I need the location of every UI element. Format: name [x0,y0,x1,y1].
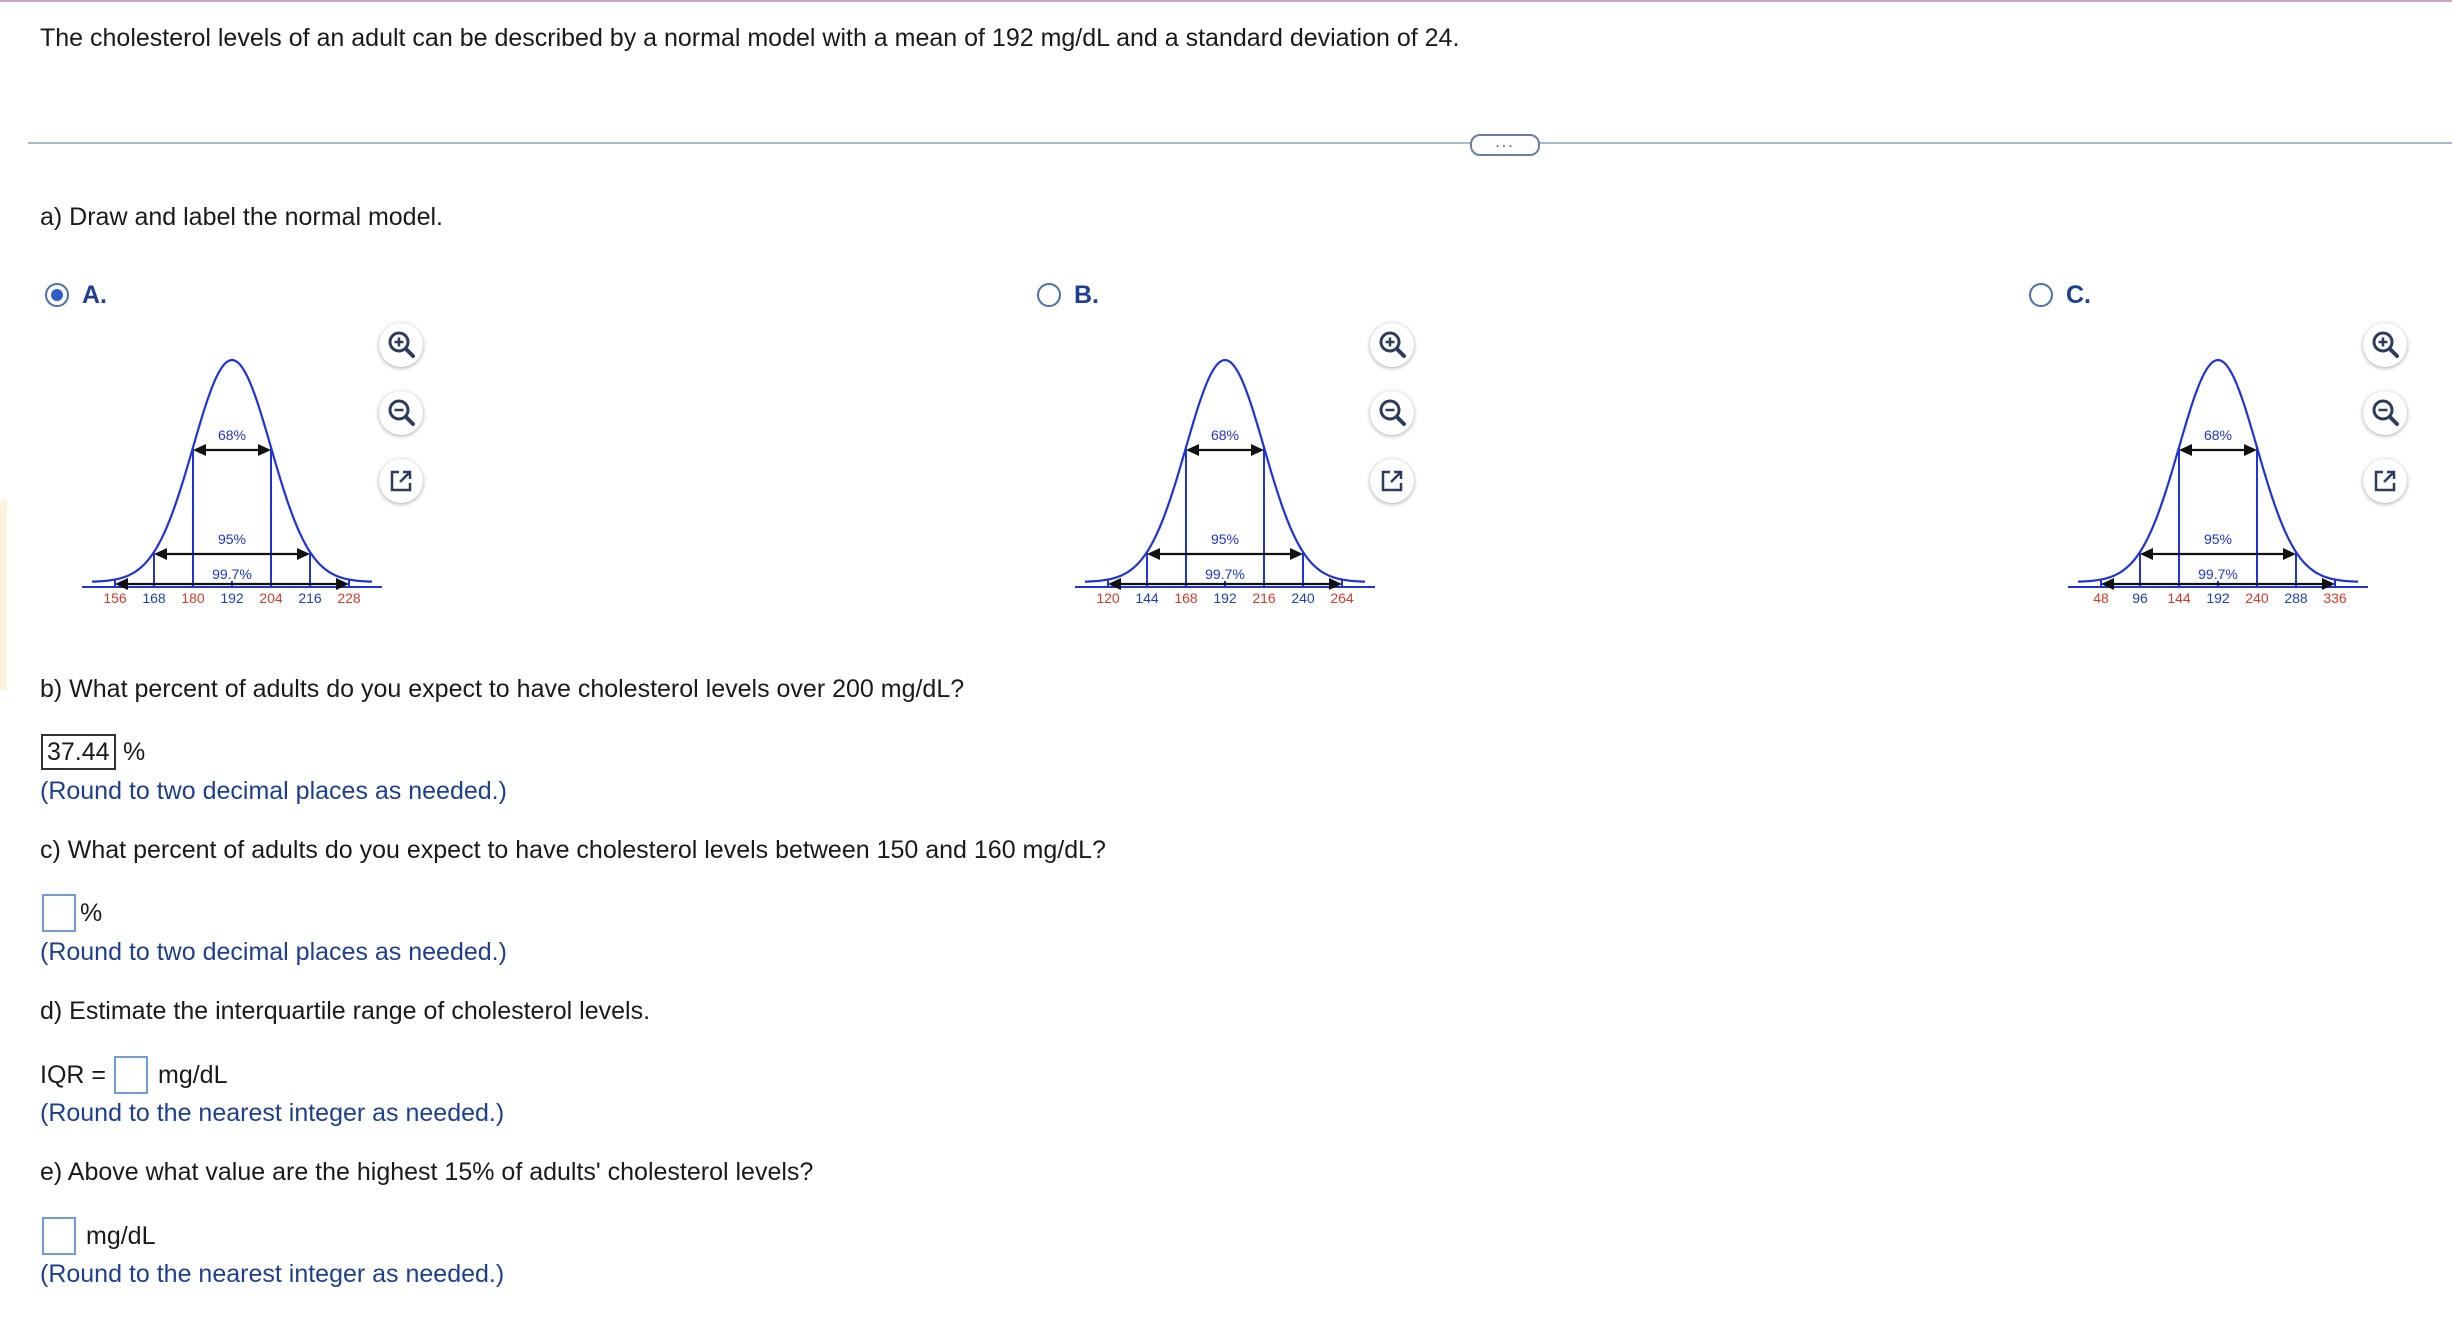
part-b-answer-field[interactable]: 37.44 [41,734,116,770]
tick-label: 180 [181,590,205,606]
arrow-68-head-right [258,444,271,456]
tick-label: 264 [1330,590,1354,606]
tick-label: 288 [2284,590,2308,606]
part-d-hint: (Round to the nearest integer as needed.) [40,1099,505,1127]
pct-95-label: 95% [2203,531,2233,547]
part-c-hint: (Round to two decimal places as needed.) [40,938,507,966]
tick-label: 216 [298,590,322,606]
part-d-unit: mg/dL [158,1061,228,1089]
option-c-chart [2068,350,2368,610]
part-e-prompt: e) Above what value are the highest 15% of adults' cholesterol levels? [40,1158,814,1186]
tick-label: 168 [1174,590,1198,606]
part-e-answer-field[interactable] [42,1217,76,1255]
question-intro: The cholesterol levels of an adult can be described by a normal model with a mean of 192 mg/dL and a standard deviation of 24. [40,24,1460,52]
normal-curve [92,360,372,582]
normal-curve [2078,360,2358,582]
part-e-hint: (Round to the nearest integer as needed.) [40,1260,505,1288]
pct-997-label: 99.7% [2198,566,2238,582]
section-divider [28,142,2452,144]
option-b-zoom-out-icon[interactable] [1370,391,1414,435]
tick-label: 192 [2206,590,2230,606]
tick-label: 144 [2167,590,2191,606]
tick-label: 156 [103,590,127,606]
left-scroll-indicator [0,500,7,690]
arrow-68-head-right [2244,444,2257,456]
arrow-68-head-right [1251,444,1264,456]
tick-label: 228 [337,590,361,606]
part-c-unit: % [80,899,103,927]
tick-label: 192 [1213,590,1237,606]
arrow-68-head-left [2179,444,2192,456]
pct-95-label: 95% [1210,531,1240,547]
pct-997-label: 99.7% [212,566,252,582]
option-b-label[interactable]: B. [1074,281,1099,309]
option-c-zoom-out-icon[interactable] [2363,391,2407,435]
part-c-prompt: c) What percent of adults do you expect to have cholesterol levels between 150 and 160 mg/dL? [40,836,1106,864]
tick-label: 240 [2245,590,2269,606]
option-a-popout-icon[interactable] [379,459,423,503]
tick-label: 168 [142,590,166,606]
tick-label: 204 [259,590,283,606]
option-a-zoom-out-icon[interactable] [379,391,423,435]
part-c-answer-field[interactable] [42,894,76,932]
option-a-radio[interactable] [45,283,69,307]
top-border [0,0,2452,2]
tick-label: 216 [1252,590,1276,606]
option-c-zoom-in-icon[interactable] [2363,323,2407,367]
option-c-label[interactable]: C. [2066,281,2091,309]
option-b-chart [1075,350,1375,610]
tick-label: 240 [1291,590,1315,606]
part-e-unit: mg/dL [86,1222,156,1250]
pct-68-label: 68% [2203,427,2233,443]
option-a-label[interactable]: A. [82,281,107,309]
tick-label: 96 [2132,590,2148,606]
part-a-prompt: a) Draw and label the normal model. [40,203,443,231]
option-b-zoom-in-icon[interactable] [1370,323,1414,367]
tick-label: 120 [1096,590,1120,606]
option-a-chart [82,350,382,610]
part-b-hint: (Round to two decimal places as needed.) [40,777,507,805]
pct-997-label: 99.7% [1205,566,1245,582]
tick-label: 336 [2323,590,2347,606]
arrow-68-head-left [1186,444,1199,456]
part-d-prompt: d) Estimate the interquartile range of cholesterol levels. [40,997,651,1025]
tick-label: 48 [2093,590,2109,606]
pct-95-label: 95% [217,531,247,547]
tick-label: 192 [220,590,244,606]
arrow-68-head-left [193,444,206,456]
option-b-radio[interactable] [1037,283,1061,307]
pct-68-label: 68% [1210,427,1240,443]
part-b-unit: % [123,738,146,766]
more-button[interactable]: ... [1470,134,1540,156]
normal-curve [1085,360,1365,582]
option-c-radio[interactable] [2029,283,2053,307]
option-c-popout-icon[interactable] [2363,459,2407,503]
option-a-zoom-in-icon[interactable] [379,323,423,367]
pct-68-label: 68% [217,427,247,443]
option-b-popout-icon[interactable] [1370,459,1414,503]
iqr-label: IQR = [40,1061,106,1089]
part-b-prompt: b) What percent of adults do you expect to have cholesterol levels over 200 mg/dL? [40,675,965,703]
part-d-answer-field[interactable] [114,1056,148,1094]
tick-label: 144 [1135,590,1159,606]
